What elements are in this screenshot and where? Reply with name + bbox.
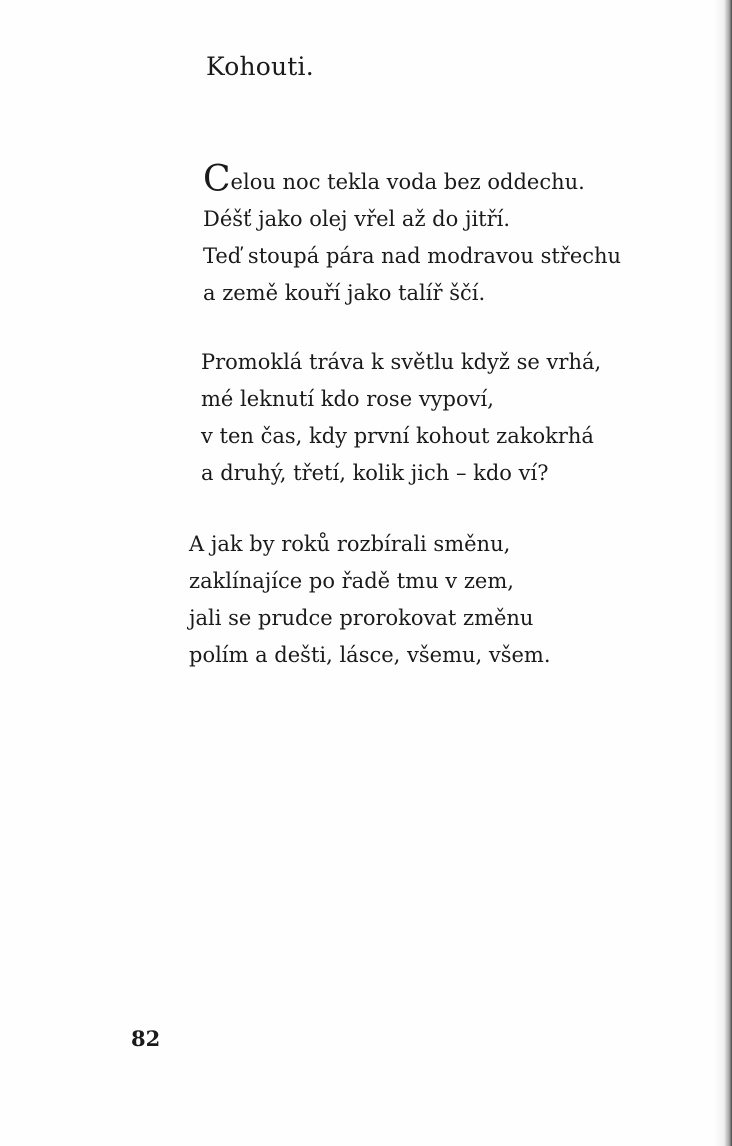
stanza-2-line-1: Promoklá tráva k světlu když se vrhá, (201, 350, 602, 374)
stanza-3-line-2: zaklínajíce po řadě tmu v zem, (189, 569, 514, 593)
stanza-3-line-3: jali se prudce prorokovat změnu (189, 606, 534, 630)
drop-cap: C (203, 159, 231, 200)
stanza-1 (203, 159, 622, 312)
stanza-1-line-4: a země kouří jako talíř ščí. (203, 281, 486, 305)
stanza-2 (201, 344, 601, 492)
stanza-3-line-1: A jak by roků rozbírali směnu, (189, 532, 511, 556)
stanza-3 (189, 526, 551, 674)
stanza-2-line-4: a druhý, třetí, kolik jich – kdo ví? (201, 461, 549, 485)
stanza-3-line-4: polím a dešti, lásce, všemu, všem. (189, 643, 551, 667)
poem-title: Kohouti. (206, 52, 314, 81)
page-edge-shadow (714, 0, 732, 1146)
page-number: 82 (131, 1026, 161, 1051)
stanza-1-line-1-text: elou noc tekla voda bez oddechu. (230, 170, 585, 194)
stanza-1-line-3: Teď stoupá pára nad modravou střechu (203, 244, 622, 268)
stanza-1-line-2: Déšť jako olej vřel až do jitří. (203, 207, 511, 231)
stanza-2-line-3: v ten čas, kdy první kohout zakokrhá (201, 424, 594, 448)
stanza-2-line-2: mé leknutí kdo rose vypoví, (201, 387, 494, 411)
stanza-1-line-1 (203, 159, 621, 201)
